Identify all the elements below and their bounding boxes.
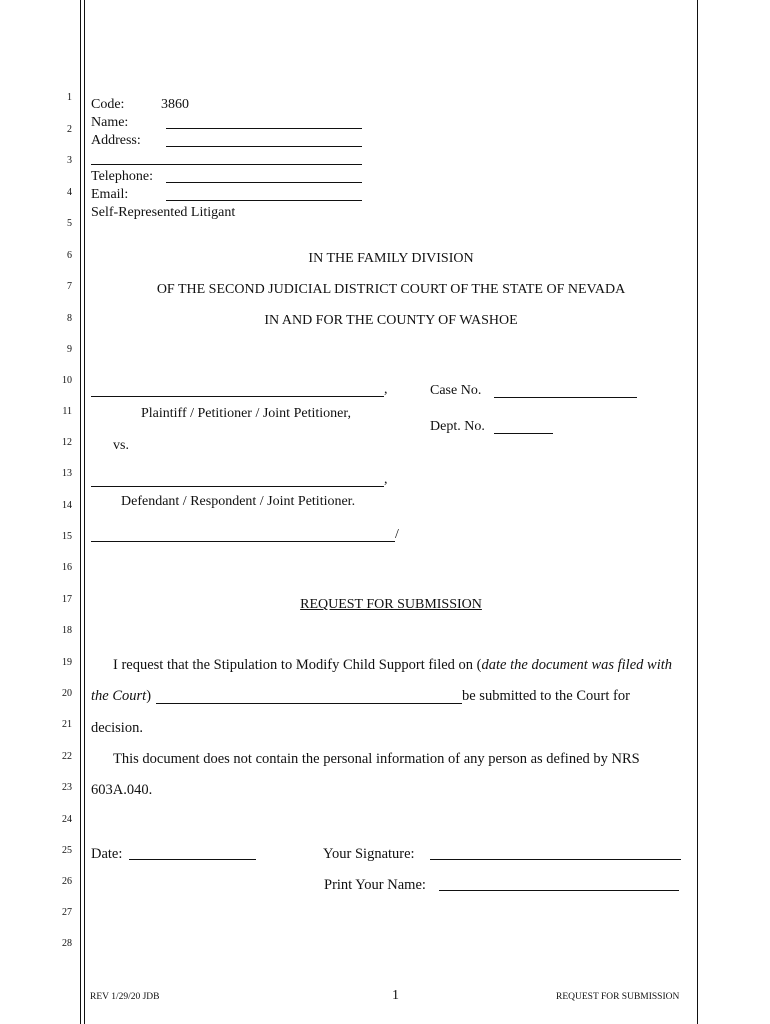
line-number: 8 (67, 313, 72, 324)
print-name-field[interactable] (439, 890, 679, 891)
line-number: 6 (67, 250, 72, 261)
line-number: 5 (67, 218, 72, 229)
line-number: 16 (62, 562, 72, 573)
versus-label: vs. (113, 438, 129, 453)
case-number-field[interactable] (494, 397, 637, 398)
caption-slash: / (395, 527, 399, 542)
line-number: 11 (62, 406, 72, 417)
request-text-end: be submitted to the Court for (462, 688, 630, 704)
line-number: 21 (62, 719, 72, 730)
line-number: 22 (62, 751, 72, 762)
name-field[interactable] (166, 128, 362, 129)
request-text-line2 (91, 688, 151, 705)
privacy-text-line2: 603A.040. (91, 782, 153, 798)
print-name-label: Print Your Name: (324, 877, 426, 893)
your-signature-label: Your Signature: (323, 846, 415, 862)
left-margin-rule-outer (80, 0, 81, 1024)
line-number: 25 (62, 845, 72, 856)
line-number: 17 (62, 594, 72, 605)
privacy-text-line1: This document does not contain the personal information of any person as defined by NRS (113, 751, 640, 767)
line-number: 28 (62, 938, 72, 949)
line-number: 4 (67, 187, 72, 198)
address-field-line2[interactable] (91, 164, 362, 165)
caption-comma: , (384, 382, 388, 397)
line-number: 2 (67, 124, 72, 135)
right-margin-rule (697, 0, 698, 1024)
defendant-name-field[interactable] (91, 486, 384, 487)
code-value: 3860 (161, 97, 189, 112)
line-number: 26 (62, 876, 72, 887)
court-line-3: IN AND FOR THE COUNTY OF WASHOE (264, 313, 518, 328)
address-label: Address: (91, 133, 141, 148)
signature-field[interactable] (430, 859, 681, 860)
line-number: 7 (67, 281, 72, 292)
telephone-label: Telephone: (91, 169, 153, 184)
email-label: Email: (91, 187, 129, 202)
request-text: I request that the Stipulation to Modify Child Support filed on ( (113, 657, 482, 673)
revision-code: REV 1/29/20 JDB (90, 992, 160, 1002)
request-text-last: decision. (91, 720, 143, 736)
line-number: 14 (62, 500, 72, 511)
line-number: 15 (62, 531, 72, 542)
court-line-1: IN THE FAMILY DIVISION (308, 251, 474, 266)
line-number: 10 (62, 375, 72, 386)
document-title: REQUEST FOR SUBMISSION (300, 597, 482, 612)
address-field-line1[interactable] (166, 146, 362, 147)
case-number-label: Case No. (430, 383, 482, 398)
telephone-field[interactable] (166, 182, 362, 183)
line-number: 23 (62, 782, 72, 793)
dept-number-label: Dept. No. (430, 419, 485, 434)
dept-number-field[interactable] (494, 433, 553, 434)
caption-comma: , (384, 472, 388, 487)
request-text-line1 (113, 657, 672, 674)
filed-date-instruction-cont: the Court (91, 688, 147, 704)
paren-close: ) (146, 688, 152, 704)
email-field[interactable] (166, 200, 362, 201)
line-number: 9 (67, 344, 72, 355)
self-represented-litigant: Self-Represented Litigant (91, 205, 236, 220)
footer-document-title: REQUEST FOR SUBMISSION (556, 992, 680, 1002)
line-number: 18 (62, 625, 72, 636)
left-margin-rule-inner (84, 0, 85, 1024)
name-label: Name: (91, 115, 129, 130)
date-label: Date: (91, 846, 123, 862)
line-number: 27 (62, 907, 72, 918)
line-number: 12 (62, 437, 72, 448)
line-number: 1 (67, 92, 72, 103)
line-number: 24 (62, 814, 72, 825)
line-number: 19 (62, 657, 72, 668)
court-line-2: OF THE SECOND JUDICIAL DISTRICT COURT OF THE STATE OF NEVADA (156, 282, 626, 297)
filed-date-instruction: date the document was filed with (481, 657, 673, 673)
line-number: 13 (62, 468, 72, 479)
date-field[interactable] (129, 859, 256, 860)
plaintiff-label: Plaintiff / Petitioner / Joint Petitioner, (141, 406, 351, 421)
filed-date-field[interactable] (156, 703, 462, 704)
line-number: 20 (62, 688, 72, 699)
line-number: 3 (67, 155, 72, 166)
defendant-label: Defendant / Respondent / Joint Petitioner. (121, 494, 356, 509)
plaintiff-name-field[interactable] (91, 396, 384, 397)
code-label: Code: (91, 97, 125, 112)
caption-closing-line (91, 541, 395, 542)
page-number: 1 (392, 988, 399, 1003)
